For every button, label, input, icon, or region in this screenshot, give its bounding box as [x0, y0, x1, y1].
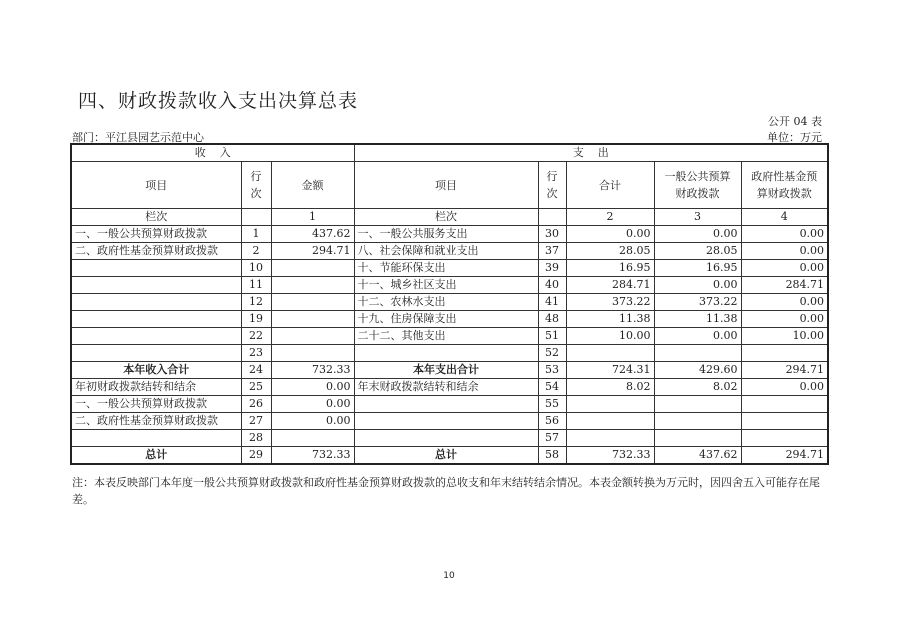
- table-note: 注：本表反映部门本年度一般公共预算财政拨款和政府性基金预算财政拨款的总收支和年末结转结余情况。本表金额转换为万元时，因四舍五入可能存在尾差。: [72, 476, 820, 506]
- expense-item-cell: [354, 413, 538, 430]
- expense-item-header: 项目: [354, 162, 538, 209]
- expense-item-cell: 八、社会保障和就业支出: [354, 243, 538, 260]
- expense-row-no-cell: 54: [538, 379, 566, 396]
- fund-budget-cell: 10.00: [741, 328, 828, 345]
- income-amount-cell: [271, 328, 354, 345]
- income-section-header: 收 入: [71, 144, 354, 162]
- expense-total-header: 合计: [566, 162, 654, 209]
- income-amount-header: 金额: [271, 162, 354, 209]
- expense-item-cell: 十、节能环保支出: [354, 260, 538, 277]
- expense-row-no-cell: 37: [538, 243, 566, 260]
- income-row-no-cell: 29: [241, 447, 271, 465]
- fund-budget-cell: [741, 430, 828, 447]
- expense-total-cell: [566, 413, 654, 430]
- income-item-cell: 年初财政拨款结转和结余: [71, 379, 241, 396]
- expense-item-cell: [354, 430, 538, 447]
- income-amount-cell: 0.00: [271, 413, 354, 430]
- expense-row-no-cell: 55: [538, 396, 566, 413]
- income-row-no-header: 行 次: [241, 162, 271, 209]
- expense-row-no-cell: 51: [538, 328, 566, 345]
- expense-item-cell: 一、一般公共服务支出: [354, 226, 538, 243]
- income-amount-cell: [271, 345, 354, 362]
- income-amount-cell: [271, 430, 354, 447]
- table-row: [71, 277, 828, 294]
- income-amount-cell: [271, 260, 354, 277]
- expense-row-no-cell: 53: [538, 362, 566, 379]
- expense-total-cell: [566, 396, 654, 413]
- general-budget-cell: [654, 413, 741, 430]
- income-item-cell: [71, 430, 241, 447]
- fund-budget-cell: 294.71: [741, 362, 828, 379]
- expense-item-cell: [354, 345, 538, 362]
- income-item-header: 项目: [71, 162, 241, 209]
- income-item-cell: 本年收入合计: [71, 362, 241, 379]
- income-item-cell: [71, 277, 241, 294]
- fund-budget-cell: 0.00: [741, 311, 828, 328]
- general-budget-cell: 437.62: [654, 447, 741, 465]
- expense-total-cell: 11.38: [566, 311, 654, 328]
- table-row: [71, 447, 828, 465]
- income-item-cell: 二、政府性基金预算财政拨款: [71, 413, 241, 430]
- column-index-row: [71, 209, 828, 226]
- fund-budget-cell: [741, 413, 828, 430]
- income-item-cell: 二、政府性基金预算财政拨款: [71, 243, 241, 260]
- general-budget-header: 一般公共预算 财政拨款: [654, 162, 741, 209]
- general-budget-cell: 0.00: [654, 226, 741, 243]
- fund-budget-cell: [741, 396, 828, 413]
- income-amount-cell: 294.71: [271, 243, 354, 260]
- expense-total-cell: 732.33: [566, 447, 654, 465]
- income-row-no-cell: 11: [241, 277, 271, 294]
- income-row-no-cell: 1: [241, 226, 271, 243]
- general-budget-cell: [654, 345, 741, 362]
- income-item-cell: [71, 311, 241, 328]
- expense-row-no-cell: 41: [538, 294, 566, 311]
- col-index-3: 3: [654, 209, 741, 226]
- expense-row-no-cell: 40: [538, 277, 566, 294]
- income-row-no-cell: 24: [241, 362, 271, 379]
- income-row-no-cell: 26: [241, 396, 271, 413]
- income-amount-cell: 0.00: [271, 396, 354, 413]
- expense-item-cell: 二十二、其他支出: [354, 328, 538, 345]
- col-index-label-2: 栏次: [354, 209, 538, 226]
- expense-item-cell: 总计: [354, 447, 538, 465]
- income-amount-cell: [271, 294, 354, 311]
- table-row: [71, 396, 828, 413]
- table-row: [71, 345, 828, 362]
- general-budget-cell: [654, 430, 741, 447]
- department-label: 部门：平江县园艺示范中心: [72, 131, 204, 144]
- col-index-label: 栏次: [71, 209, 241, 226]
- expense-row-no-cell: 57: [538, 430, 566, 447]
- table-row: [71, 413, 828, 430]
- col-index-empty-2: [538, 209, 566, 226]
- table-row: [71, 362, 828, 379]
- general-budget-cell: 0.00: [654, 277, 741, 294]
- income-row-no-cell: 27: [241, 413, 271, 430]
- income-row-no-cell: 12: [241, 294, 271, 311]
- expense-total-cell: 373.22: [566, 294, 654, 311]
- income-item-cell: 总计: [71, 447, 241, 465]
- fund-budget-cell: 0.00: [741, 243, 828, 260]
- expense-row-no-cell: 30: [538, 226, 566, 243]
- expense-total-cell: 16.95: [566, 260, 654, 277]
- fund-budget-cell: 0.00: [741, 260, 828, 277]
- income-item-cell: 一、一般公共预算财政拨款: [71, 396, 241, 413]
- column-header-row: [71, 162, 828, 209]
- fund-budget-cell: 0.00: [741, 379, 828, 396]
- unit-label: 单位：万元: [767, 131, 822, 144]
- table-row: [71, 430, 828, 447]
- income-amount-cell: [271, 277, 354, 294]
- income-amount-cell: [271, 311, 354, 328]
- expense-item-cell: 十二、农林水支出: [354, 294, 538, 311]
- fund-budget-cell: 0.00: [741, 226, 828, 243]
- expense-total-cell: [566, 345, 654, 362]
- expense-row-no-cell: 39: [538, 260, 566, 277]
- expense-row-no-cell: 56: [538, 413, 566, 430]
- fund-budget-header: 政府性基金预 算财政拨款: [741, 162, 828, 209]
- expense-total-cell: 724.31: [566, 362, 654, 379]
- fund-budget-cell: 294.71: [741, 447, 828, 465]
- col-index-1: 1: [271, 209, 354, 226]
- expense-item-cell: 本年支出合计: [354, 362, 538, 379]
- general-budget-cell: 0.00: [654, 328, 741, 345]
- general-budget-cell: 28.05: [654, 243, 741, 260]
- fiscal-allocation-table: [70, 143, 829, 465]
- table-row: [71, 243, 828, 260]
- income-item-cell: 一、一般公共预算财政拨款: [71, 226, 241, 243]
- expense-item-cell: 年末财政拨款结转和结余: [354, 379, 538, 396]
- general-budget-cell: 16.95: [654, 260, 741, 277]
- general-budget-cell: 8.02: [654, 379, 741, 396]
- income-row-no-cell: 28: [241, 430, 271, 447]
- income-amount-cell: 732.33: [271, 362, 354, 379]
- table-row: [71, 226, 828, 243]
- expense-total-cell: 10.00: [566, 328, 654, 345]
- col-index-2: 2: [566, 209, 654, 226]
- expense-total-cell: 0.00: [566, 226, 654, 243]
- expense-row-no-cell: 52: [538, 345, 566, 362]
- income-amount-cell: 732.33: [271, 447, 354, 465]
- income-item-cell: [71, 345, 241, 362]
- income-row-no-cell: 10: [241, 260, 271, 277]
- page-number: 10: [443, 571, 455, 581]
- expense-row-no-cell: 58: [538, 447, 566, 465]
- fund-budget-cell: 284.71: [741, 277, 828, 294]
- expense-total-cell: 8.02: [566, 379, 654, 396]
- section-header-row: [71, 144, 828, 162]
- expense-item-cell: 十一、城乡社区支出: [354, 277, 538, 294]
- income-item-cell: [71, 260, 241, 277]
- expense-row-no-header: 行 次: [538, 162, 566, 209]
- income-item-cell: [71, 328, 241, 345]
- income-row-no-cell: 22: [241, 328, 271, 345]
- general-budget-cell: 429.60: [654, 362, 741, 379]
- table-row: [71, 379, 828, 396]
- income-row-no-cell: 2: [241, 243, 271, 260]
- table-row: [71, 311, 828, 328]
- expense-total-cell: 284.71: [566, 277, 654, 294]
- expense-item-cell: [354, 396, 538, 413]
- income-amount-cell: 437.62: [271, 226, 354, 243]
- page-title: 四、财政拨款收入支出决算总表: [78, 90, 359, 112]
- income-amount-cell: 0.00: [271, 379, 354, 396]
- table-number: 公开 04 表: [768, 115, 822, 128]
- col-index-4: 4: [741, 209, 828, 226]
- expense-section-header: 支 出: [354, 144, 828, 162]
- expense-row-no-cell: 48: [538, 311, 566, 328]
- general-budget-cell: 373.22: [654, 294, 741, 311]
- expense-item-cell: 十九、住房保障支出: [354, 311, 538, 328]
- expense-total-cell: 28.05: [566, 243, 654, 260]
- table-row: [71, 294, 828, 311]
- general-budget-cell: [654, 396, 741, 413]
- table-row: [71, 328, 828, 345]
- income-row-no-cell: 23: [241, 345, 271, 362]
- income-item-cell: [71, 294, 241, 311]
- expense-total-cell: [566, 430, 654, 447]
- fund-budget-cell: 0.00: [741, 294, 828, 311]
- general-budget-cell: 11.38: [654, 311, 741, 328]
- fund-budget-cell: [741, 345, 828, 362]
- income-row-no-cell: 25: [241, 379, 271, 396]
- income-row-no-cell: 19: [241, 311, 271, 328]
- col-index-empty: [241, 209, 271, 226]
- table-row: [71, 260, 828, 277]
